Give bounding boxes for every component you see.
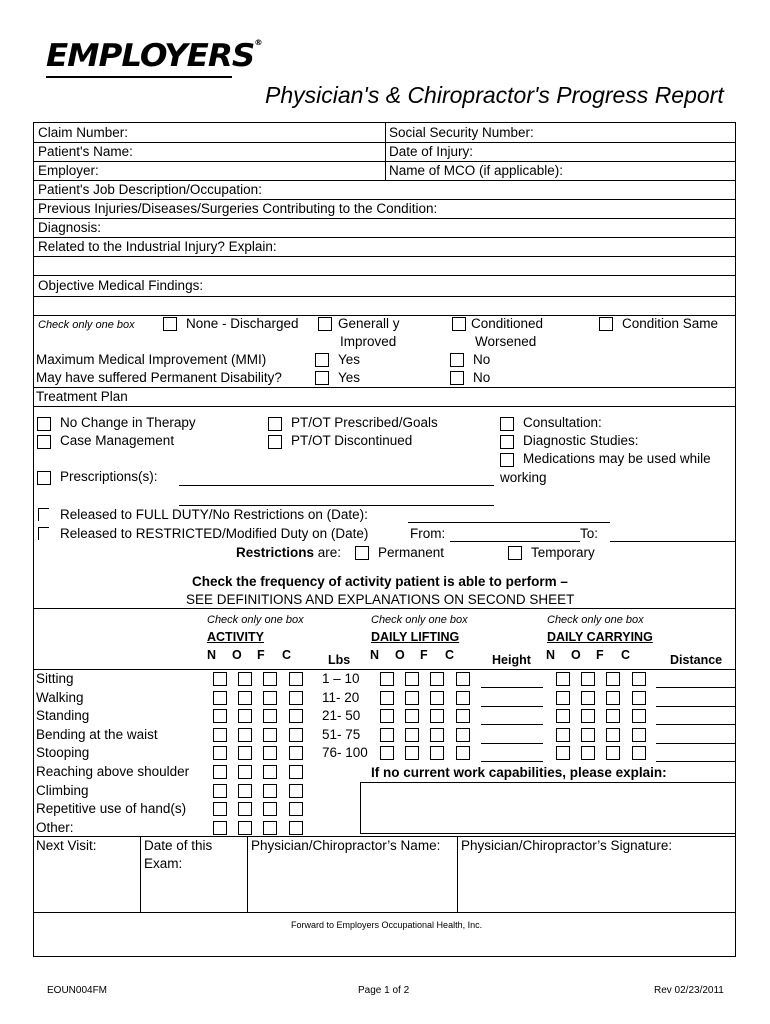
height-input-line[interactable] — [481, 724, 543, 725]
from-label: From: — [410, 526, 446, 541]
carrying-n-checkbox[interactable] — [556, 672, 570, 686]
activity-f-checkbox[interactable] — [263, 672, 277, 686]
activity-n-header: N — [207, 648, 217, 662]
ptot-discontinued-label: PT/OT Discontinued — [291, 433, 413, 448]
check-one-label: Check only one box — [38, 319, 135, 331]
lifting-n-checkbox[interactable] — [380, 691, 394, 705]
related-label: Related to the Industrial Injury? Explain: — [38, 239, 277, 254]
carrying-o-checkbox[interactable] — [581, 746, 595, 760]
permanent-disability-label: May have suffered Permanent Disability? — [36, 370, 282, 385]
lifting-f-checkbox[interactable] — [430, 746, 444, 760]
date-exam-label-1: Date of this — [144, 838, 213, 853]
temporary-label: Temporary — [531, 545, 595, 560]
consultation-checkbox[interactable] — [500, 417, 514, 431]
activity-n-checkbox[interactable] — [213, 728, 227, 742]
activity-label: Reaching above shoulder — [36, 764, 190, 779]
mmi-no-checkbox[interactable] — [450, 353, 464, 367]
lifting-n-checkbox[interactable] — [380, 672, 394, 686]
carrying-c-checkbox[interactable] — [632, 746, 646, 760]
treatment-plan-label: Treatment Plan — [36, 389, 128, 404]
medications-checkbox[interactable] — [500, 453, 514, 467]
activity-f-checkbox[interactable] — [263, 728, 277, 742]
activity-n-checkbox[interactable] — [213, 672, 227, 686]
lbs-value: 1 – 10 — [322, 671, 360, 686]
activity-o-checkbox[interactable] — [238, 784, 252, 798]
disability-yes-checkbox[interactable] — [315, 371, 329, 385]
full-duty-label: Released to FULL DUTY/No Restrictions on (Date): — [60, 507, 368, 522]
case-management-checkbox[interactable] — [37, 435, 51, 449]
lifting-f-checkbox[interactable] — [430, 691, 444, 705]
lifting-o-header: O — [395, 648, 405, 662]
lbs-value: 76- 100 — [322, 745, 368, 761]
activity-label: Standing — [36, 708, 90, 724]
lifting-o-checkbox[interactable] — [405, 709, 419, 723]
activity-label: Other: — [36, 819, 74, 835]
activity-c-checkbox[interactable] — [289, 784, 303, 798]
temporary-checkbox[interactable] — [508, 546, 522, 560]
from-date-line[interactable] — [450, 541, 580, 542]
carrying-f-checkbox[interactable] — [606, 746, 620, 760]
conditioned-worsened-label-1: Conditioned — [471, 316, 544, 331]
distance-input-line[interactable] — [656, 687, 736, 688]
lifting-c-checkbox[interactable] — [456, 709, 470, 723]
lifting-c-header: C — [445, 648, 455, 662]
no-change-label: No Change in Therapy — [60, 415, 196, 430]
carrying-o-checkbox[interactable] — [581, 709, 595, 723]
physician-signature-label: Physician/Chiropractor’s Signature: — [461, 838, 673, 853]
lifting-c-checkbox[interactable] — [456, 672, 470, 686]
carrying-check-one: Check only one box — [547, 614, 644, 626]
diagnosis-label: Diagnosis: — [38, 220, 102, 235]
no-change-checkbox[interactable] — [37, 417, 51, 431]
lifting-n-header: N — [370, 648, 380, 662]
carrying-o-checkbox[interactable] — [581, 672, 595, 686]
next-visit-label: Next Visit: — [36, 838, 97, 853]
activity-c-checkbox[interactable] — [289, 746, 303, 760]
activity-f-checkbox[interactable] — [263, 802, 277, 816]
activity-o-checkbox[interactable] — [238, 672, 252, 686]
ptot-discontinued-checkbox[interactable] — [268, 435, 282, 449]
lifting-o-checkbox[interactable] — [405, 691, 419, 705]
conditioned-worsened-checkbox[interactable] — [452, 317, 466, 331]
distance-input-line[interactable] — [656, 761, 736, 762]
employer-label: Employer: — [38, 163, 99, 178]
medications-label-1: Medications may be used while — [523, 451, 711, 466]
lifting-check-one: Check only one box — [371, 614, 468, 626]
condition-same-label: Condition Same — [622, 316, 719, 331]
activity-n-checkbox[interactable] — [213, 802, 227, 816]
activity-f-checkbox[interactable] — [263, 746, 277, 760]
carrying-f-header: F — [596, 648, 604, 662]
activity-f-checkbox[interactable] — [263, 821, 277, 835]
carrying-c-checkbox[interactable] — [632, 691, 646, 705]
restrictions-bold: Restrictions — [236, 545, 315, 560]
full-duty-checkbox[interactable] — [38, 508, 49, 521]
diagnostic-checkbox[interactable] — [500, 435, 514, 449]
objective-label: Objective Medical Findings: — [38, 278, 204, 293]
mmi-yes-label: Yes — [338, 352, 361, 367]
permanent-checkbox[interactable] — [355, 546, 369, 560]
activity-c-checkbox[interactable] — [289, 765, 303, 779]
activity-o-checkbox[interactable] — [238, 691, 252, 705]
lbs-value: 51- 75 — [322, 726, 361, 742]
activity-f-checkbox[interactable] — [263, 784, 277, 798]
activity-f-header: F — [257, 648, 265, 662]
ptot-prescribed-label: PT/OT Prescribed/Goals — [291, 415, 438, 430]
restrictions-rest: are: — [314, 545, 342, 560]
lbs-value: 11- 20 — [322, 689, 360, 705]
activity-f-checkbox[interactable] — [263, 765, 277, 779]
prescriptions-line-2[interactable] — [179, 505, 494, 506]
mco-label: Name of MCO (if applicable): — [389, 163, 564, 178]
carrying-n-checkbox[interactable] — [556, 709, 570, 723]
activity-c-checkbox[interactable] — [289, 691, 303, 705]
carrying-c-header: C — [621, 648, 631, 662]
ssn-label: Social Security Number: — [389, 125, 534, 140]
carrying-f-checkbox[interactable] — [606, 728, 620, 742]
activity-c-checkbox[interactable] — [289, 802, 303, 816]
disability-no-label: No — [473, 370, 491, 385]
forward-note: Forward to Employers Occupational Health, Inc. — [291, 920, 483, 930]
activity-n-checkbox[interactable] — [213, 821, 227, 835]
carrying-c-checkbox[interactable] — [632, 709, 646, 723]
to-date-line[interactable] — [610, 541, 735, 542]
prescriptions-line-1[interactable] — [179, 485, 494, 486]
activity-n-checkbox[interactable] — [213, 765, 227, 779]
height-input-line[interactable] — [481, 743, 543, 744]
carrying-o-header: O — [571, 648, 581, 662]
previous-injuries-label: Previous Injuries/Diseases/Surgeries Contributing to the Condition: — [38, 201, 438, 216]
to-label: To: — [580, 526, 599, 541]
carrying-n-checkbox[interactable] — [556, 728, 570, 742]
activity-o-checkbox[interactable] — [238, 709, 252, 723]
permanent-label: Permanent — [378, 545, 445, 560]
activity-header: ACTIVITY — [207, 630, 264, 644]
activity-c-header: C — [282, 648, 292, 662]
lifting-f-checkbox[interactable] — [430, 728, 444, 742]
claim-number-label: Claim Number: — [38, 125, 129, 140]
patient-name-label: Patient's Name: — [38, 144, 133, 159]
diagnostic-label: Diagnostic Studies: — [523, 433, 639, 448]
restricted-checkbox[interactable] — [38, 527, 49, 540]
carrying-n-header: N — [546, 648, 556, 662]
activity-label: Climbing — [36, 782, 89, 798]
carrying-c-checkbox[interactable] — [632, 728, 646, 742]
daily-lifting-header: DAILY LIFTING — [371, 630, 460, 644]
job-description-label: Patient's Job Description/Occupation: — [38, 182, 262, 197]
frequency-subheading: SEE DEFINITIONS AND EXPLANATIONS ON SECOND SHEET — [186, 592, 575, 607]
ptot-prescribed-checkbox[interactable] — [268, 417, 282, 431]
revision-date: Rev 02/23/2011 — [654, 985, 724, 996]
distance-input-line[interactable] — [656, 706, 736, 707]
activity-o-checkbox[interactable] — [238, 728, 252, 742]
activity-f-checkbox[interactable] — [263, 709, 277, 723]
mmi-no-label: No — [473, 352, 491, 367]
page-title: Physician's & Chiropractor's Progress Report — [265, 82, 724, 108]
full-duty-date-line[interactable] — [408, 522, 610, 523]
lifting-o-checkbox[interactable] — [405, 746, 419, 760]
activity-o-checkbox[interactable] — [238, 746, 252, 760]
mmi-label: Maximum Medical Improvement (MMI) — [36, 352, 267, 367]
height-header: Height — [492, 653, 531, 667]
height-input-line[interactable] — [481, 706, 543, 707]
distance-header: Distance — [670, 653, 723, 667]
generally-improved-label-2: Improved — [340, 334, 397, 349]
activity-o-header: O — [232, 648, 242, 662]
prescriptions-checkbox[interactable] — [37, 471, 51, 485]
carrying-f-checkbox[interactable] — [606, 709, 620, 723]
page-number: Page 1 of 2 — [358, 985, 410, 996]
activity-n-checkbox[interactable] — [213, 709, 227, 723]
frequency-heading: Check the frequency of activity patient is able to perform – — [192, 574, 568, 589]
lifting-c-checkbox[interactable] — [456, 728, 470, 742]
form-code: EOUN004FM — [47, 985, 108, 996]
medications-label-2: working — [500, 470, 547, 485]
carrying-n-checkbox[interactable] — [556, 746, 570, 760]
carrying-f-checkbox[interactable] — [606, 672, 620, 686]
activity-f-checkbox[interactable] — [263, 691, 277, 705]
activity-label: Walking — [36, 689, 84, 705]
conditioned-worsened-label-2: Worsened — [475, 334, 537, 349]
carrying-n-checkbox[interactable] — [556, 691, 570, 705]
disability-yes-label: Yes — [338, 370, 361, 385]
condition-same-checkbox[interactable] — [599, 317, 613, 331]
no-capabilities-label: If no current work capabilities, please explain: — [371, 765, 667, 780]
no-capabilities-textarea[interactable] — [360, 782, 736, 834]
height-input-line[interactable] — [481, 687, 543, 688]
activity-label: Bending at the waist — [36, 726, 158, 742]
activity-c-checkbox[interactable] — [289, 728, 303, 742]
activity-o-checkbox[interactable] — [238, 821, 252, 835]
carrying-c-checkbox[interactable] — [632, 672, 646, 686]
carrying-f-checkbox[interactable] — [606, 691, 620, 705]
employers-logo — [46, 38, 262, 74]
prescriptions-label: Prescriptions(s): — [60, 469, 158, 484]
logo-mark: ® — [254, 38, 262, 47]
generally-improved-checkbox[interactable] — [318, 317, 332, 331]
restrictions-label — [236, 545, 341, 560]
activity-c-checkbox[interactable] — [289, 672, 303, 686]
distance-input-line[interactable] — [656, 743, 736, 744]
lbs-value: 21- 50 — [322, 708, 361, 724]
consultation-label: Consultation: — [523, 415, 602, 430]
lifting-f-checkbox[interactable] — [430, 672, 444, 686]
case-management-label: Case Management — [60, 433, 175, 448]
activity-check-one: Check only one box — [207, 614, 304, 626]
disability-no-checkbox[interactable] — [450, 371, 464, 385]
activity-n-checkbox[interactable] — [213, 746, 227, 760]
height-input-line[interactable] — [481, 761, 543, 762]
activity-label: Stooping — [36, 745, 90, 761]
lifting-f-checkbox[interactable] — [430, 709, 444, 723]
lifting-n-checkbox[interactable] — [380, 728, 394, 742]
carrying-o-checkbox[interactable] — [581, 728, 595, 742]
none-discharged-label: None - Discharged — [186, 316, 299, 331]
activity-label: Sitting — [36, 671, 74, 686]
none-discharged-checkbox[interactable] — [163, 317, 177, 331]
lifting-c-checkbox[interactable] — [456, 746, 470, 760]
activity-o-checkbox[interactable] — [238, 802, 252, 816]
activity-c-checkbox[interactable] — [289, 821, 303, 835]
distance-input-line[interactable] — [656, 724, 736, 725]
restricted-label: Released to RESTRICTED/Modified Duty on (Date) — [60, 526, 369, 541]
activity-o-checkbox[interactable] — [238, 765, 252, 779]
date-exam-label-2: Exam: — [144, 856, 183, 871]
lifting-c-checkbox[interactable] — [456, 691, 470, 705]
lifting-n-checkbox[interactable] — [380, 746, 394, 760]
mmi-yes-checkbox[interactable] — [315, 353, 329, 367]
lbs-header: Lbs — [328, 653, 351, 667]
daily-carrying-header: DAILY CARRYING — [547, 630, 653, 644]
activity-label: Repetitive use of hand(s) — [36, 801, 187, 817]
logo-text: EMPLOYERS — [46, 38, 255, 74]
date-of-injury-label: Date of Injury: — [389, 144, 474, 159]
activity-n-checkbox[interactable] — [213, 691, 227, 705]
lifting-o-checkbox[interactable] — [405, 672, 419, 686]
carrying-o-checkbox[interactable] — [581, 691, 595, 705]
generally-improved-label-1: Generall y — [338, 316, 400, 331]
physician-name-label: Physician/Chiropractor’s Name: — [251, 838, 441, 853]
lifting-o-checkbox[interactable] — [405, 728, 419, 742]
activity-c-checkbox[interactable] — [289, 709, 303, 723]
activity-n-checkbox[interactable] — [213, 784, 227, 798]
lifting-f-header: F — [420, 648, 428, 662]
lifting-n-checkbox[interactable] — [380, 709, 394, 723]
